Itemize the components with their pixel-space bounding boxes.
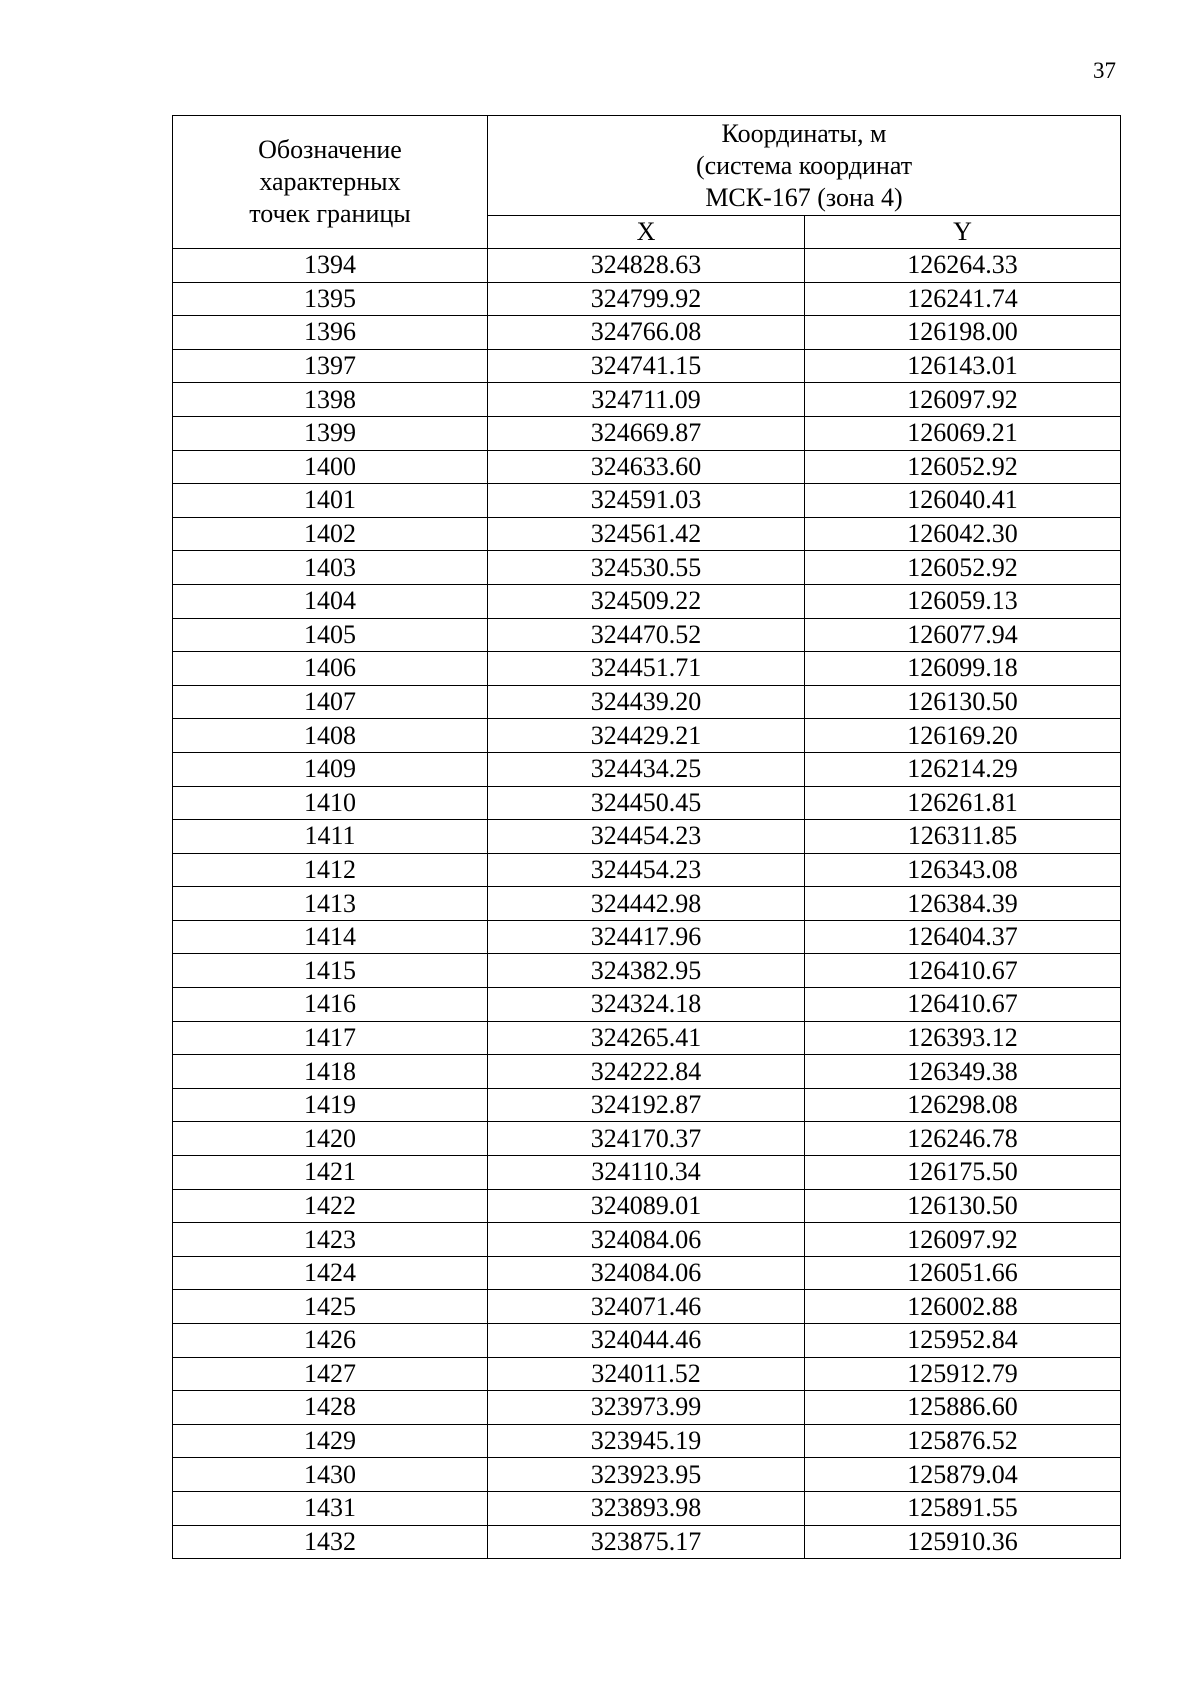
y-coordinate-cell: 125879.04 — [805, 1458, 1121, 1492]
y-coordinate-cell: 126298.08 — [805, 1088, 1121, 1122]
x-coordinate-cell: 323945.19 — [488, 1424, 805, 1458]
y-coordinate-cell: 126198.00 — [805, 316, 1121, 350]
point-designation-header — [173, 116, 488, 249]
y-coordinate-cell: 126169.20 — [805, 719, 1121, 753]
x-coordinate-cell: 324741.15 — [488, 349, 805, 383]
x-coordinate-cell: 324265.41 — [488, 1021, 805, 1055]
table-row — [173, 584, 1121, 618]
table-row — [173, 988, 1121, 1022]
point-cell: 1401 — [173, 484, 488, 518]
y-coordinate-cell: 126052.92 — [805, 450, 1121, 484]
header-label-line: точек границы — [249, 199, 411, 228]
y-coordinate-cell: 126097.92 — [805, 383, 1121, 417]
x-coordinate-cell: 324711.09 — [488, 383, 805, 417]
y-coordinate-cell: 126069.21 — [805, 416, 1121, 450]
point-cell: 1415 — [173, 954, 488, 988]
y-coordinate-cell: 125912.79 — [805, 1357, 1121, 1391]
table-row — [173, 450, 1121, 484]
point-cell: 1414 — [173, 920, 488, 954]
point-cell: 1397 — [173, 349, 488, 383]
y-coordinate-cell: 126343.08 — [805, 853, 1121, 887]
y-coordinate-cell: 125876.52 — [805, 1424, 1121, 1458]
y-coordinate-cell: 126246.78 — [805, 1122, 1121, 1156]
table-row — [173, 820, 1121, 854]
y-coordinate-cell: 126241.74 — [805, 282, 1121, 316]
header-label-line: Обозначение — [258, 135, 402, 164]
point-cell: 1412 — [173, 853, 488, 887]
point-cell: 1417 — [173, 1021, 488, 1055]
point-cell: 1394 — [173, 249, 488, 283]
x-coordinate-cell: 324530.55 — [488, 551, 805, 585]
y-coordinate-cell: 125910.36 — [805, 1525, 1121, 1559]
y-coordinate-cell: 126130.50 — [805, 685, 1121, 719]
x-coordinate-cell: 324509.22 — [488, 584, 805, 618]
x-coordinate-cell: 324442.98 — [488, 887, 805, 921]
y-coordinate-cell: 126077.94 — [805, 618, 1121, 652]
x-coordinate-cell: 324044.46 — [488, 1324, 805, 1358]
x-coordinate-cell: 324439.20 — [488, 685, 805, 719]
x-coordinate-cell: 324454.23 — [488, 820, 805, 854]
x-coordinate-cell: 324011.52 — [488, 1357, 805, 1391]
table-row — [173, 551, 1121, 585]
page-number: 37 — [1093, 58, 1116, 83]
table-row — [173, 887, 1121, 921]
x-coordinate-cell: 324450.45 — [488, 786, 805, 820]
x-coordinate-cell: 324382.95 — [488, 954, 805, 988]
x-coordinate-cell: 324561.42 — [488, 517, 805, 551]
x-coordinate-cell: 324766.08 — [488, 316, 805, 350]
table-row — [173, 484, 1121, 518]
table-row — [173, 1122, 1121, 1156]
table-row — [173, 618, 1121, 652]
header-label-line: характерных — [259, 167, 401, 196]
point-cell: 1420 — [173, 1122, 488, 1156]
x-coordinate-cell: 323893.98 — [488, 1491, 805, 1525]
x-coordinate-cell: 324454.23 — [488, 853, 805, 887]
point-cell: 1418 — [173, 1055, 488, 1089]
y-coordinate-cell: 126052.92 — [805, 551, 1121, 585]
table-row — [173, 1357, 1121, 1391]
x-coordinate-cell: 324170.37 — [488, 1122, 805, 1156]
y-coordinate-cell: 126002.88 — [805, 1290, 1121, 1324]
point-cell: 1419 — [173, 1088, 488, 1122]
coordinates-header — [488, 116, 1121, 216]
point-cell: 1425 — [173, 1290, 488, 1324]
point-cell: 1427 — [173, 1357, 488, 1391]
table-row — [173, 416, 1121, 450]
table-header — [173, 116, 1121, 249]
x-coordinate-cell: 324222.84 — [488, 1055, 805, 1089]
point-cell: 1422 — [173, 1189, 488, 1223]
point-cell: 1431 — [173, 1491, 488, 1525]
table-row — [173, 719, 1121, 753]
point-cell: 1421 — [173, 1156, 488, 1190]
y-coordinate-cell: 126410.67 — [805, 988, 1121, 1022]
y-coordinate-cell: 126410.67 — [805, 954, 1121, 988]
point-cell: 1432 — [173, 1525, 488, 1559]
table-row — [173, 853, 1121, 887]
x-coordinate-cell: 324110.34 — [488, 1156, 805, 1190]
x-coordinate-cell: 324089.01 — [488, 1189, 805, 1223]
y-coordinate-cell: 126384.39 — [805, 887, 1121, 921]
point-cell: 1411 — [173, 820, 488, 854]
table-row — [173, 349, 1121, 383]
x-coordinate-cell: 324429.21 — [488, 719, 805, 753]
point-cell: 1430 — [173, 1458, 488, 1492]
table-row — [173, 1391, 1121, 1425]
point-cell: 1398 — [173, 383, 488, 417]
x-coordinate-cell: 324324.18 — [488, 988, 805, 1022]
y-coordinate-cell: 126404.37 — [805, 920, 1121, 954]
y-coordinate-cell: 126130.50 — [805, 1189, 1121, 1223]
table-row — [173, 752, 1121, 786]
x-coordinate-cell: 324799.92 — [488, 282, 805, 316]
point-cell: 1399 — [173, 416, 488, 450]
table-row — [173, 282, 1121, 316]
point-cell: 1402 — [173, 517, 488, 551]
x-coordinate-cell: 324417.96 — [488, 920, 805, 954]
table-row — [173, 1256, 1121, 1290]
table-row — [173, 1021, 1121, 1055]
point-cell: 1405 — [173, 618, 488, 652]
table-row — [173, 1055, 1121, 1089]
table-row — [173, 316, 1121, 350]
point-cell: 1416 — [173, 988, 488, 1022]
table-row — [173, 1088, 1121, 1122]
table-row — [173, 1290, 1121, 1324]
y-column-header: Y — [805, 216, 1121, 249]
table-row — [173, 685, 1121, 719]
x-coordinate-cell: 323875.17 — [488, 1525, 805, 1559]
point-cell: 1403 — [173, 551, 488, 585]
y-coordinate-cell: 126099.18 — [805, 652, 1121, 686]
header-coords-line: МСК-167 (зона 4) — [705, 182, 903, 212]
x-column-header: X — [488, 216, 805, 249]
point-cell: 1407 — [173, 685, 488, 719]
x-coordinate-cell: 324828.63 — [488, 249, 805, 283]
x-coordinate-cell: 323923.95 — [488, 1458, 805, 1492]
table-body — [173, 249, 1121, 1559]
table-row — [173, 954, 1121, 988]
table-row — [173, 249, 1121, 283]
y-coordinate-cell: 126143.01 — [805, 349, 1121, 383]
header-coords-line: (система координат — [695, 150, 913, 180]
x-coordinate-cell: 323973.99 — [488, 1391, 805, 1425]
x-coordinate-cell: 324669.87 — [488, 416, 805, 450]
point-cell: 1424 — [173, 1256, 488, 1290]
table-row — [173, 652, 1121, 686]
y-coordinate-cell: 126393.12 — [805, 1021, 1121, 1055]
table-row — [173, 1424, 1121, 1458]
point-cell: 1428 — [173, 1391, 488, 1425]
y-coordinate-cell: 126051.66 — [805, 1256, 1121, 1290]
point-cell: 1413 — [173, 887, 488, 921]
x-coordinate-cell: 324071.46 — [488, 1290, 805, 1324]
x-coordinate-cell: 324451.71 — [488, 652, 805, 686]
table-row — [173, 383, 1121, 417]
point-cell: 1410 — [173, 786, 488, 820]
point-cell: 1404 — [173, 584, 488, 618]
point-cell: 1429 — [173, 1424, 488, 1458]
point-cell: 1396 — [173, 316, 488, 350]
y-coordinate-cell: 126214.29 — [805, 752, 1121, 786]
point-cell: 1426 — [173, 1324, 488, 1358]
y-coordinate-cell: 125891.55 — [805, 1491, 1121, 1525]
point-cell: 1406 — [173, 652, 488, 686]
y-coordinate-cell: 126264.33 — [805, 249, 1121, 283]
x-coordinate-cell: 324633.60 — [488, 450, 805, 484]
table-row — [173, 1189, 1121, 1223]
y-coordinate-cell: 125886.60 — [805, 1391, 1121, 1425]
table-row — [173, 1324, 1121, 1358]
point-cell: 1408 — [173, 719, 488, 753]
y-coordinate-cell: 126175.50 — [805, 1156, 1121, 1190]
header-coords-line: Координаты, м — [721, 118, 887, 148]
y-coordinate-cell: 126059.13 — [805, 584, 1121, 618]
x-coordinate-cell: 324084.06 — [488, 1223, 805, 1257]
x-coordinate-cell: 324591.03 — [488, 484, 805, 518]
y-coordinate-cell: 126349.38 — [805, 1055, 1121, 1089]
x-coordinate-cell: 324084.06 — [488, 1256, 805, 1290]
y-coordinate-cell: 126042.30 — [805, 517, 1121, 551]
y-coordinate-cell: 126261.81 — [805, 786, 1121, 820]
y-coordinate-cell: 125952.84 — [805, 1324, 1121, 1358]
x-coordinate-cell: 324470.52 — [488, 618, 805, 652]
table-row — [173, 1223, 1121, 1257]
table-row — [173, 1491, 1121, 1525]
y-coordinate-cell: 126311.85 — [805, 820, 1121, 854]
table-row — [173, 517, 1121, 551]
y-coordinate-cell: 126040.41 — [805, 484, 1121, 518]
coordinates-table — [172, 115, 1121, 1559]
table-row — [173, 1525, 1121, 1559]
point-cell: 1423 — [173, 1223, 488, 1257]
x-coordinate-cell: 324192.87 — [488, 1088, 805, 1122]
table-row — [173, 1156, 1121, 1190]
point-cell: 1409 — [173, 752, 488, 786]
point-cell: 1395 — [173, 282, 488, 316]
table-row — [173, 920, 1121, 954]
point-cell: 1400 — [173, 450, 488, 484]
table-row — [173, 786, 1121, 820]
table-row — [173, 1458, 1121, 1492]
y-coordinate-cell: 126097.92 — [805, 1223, 1121, 1257]
x-coordinate-cell: 324434.25 — [488, 752, 805, 786]
